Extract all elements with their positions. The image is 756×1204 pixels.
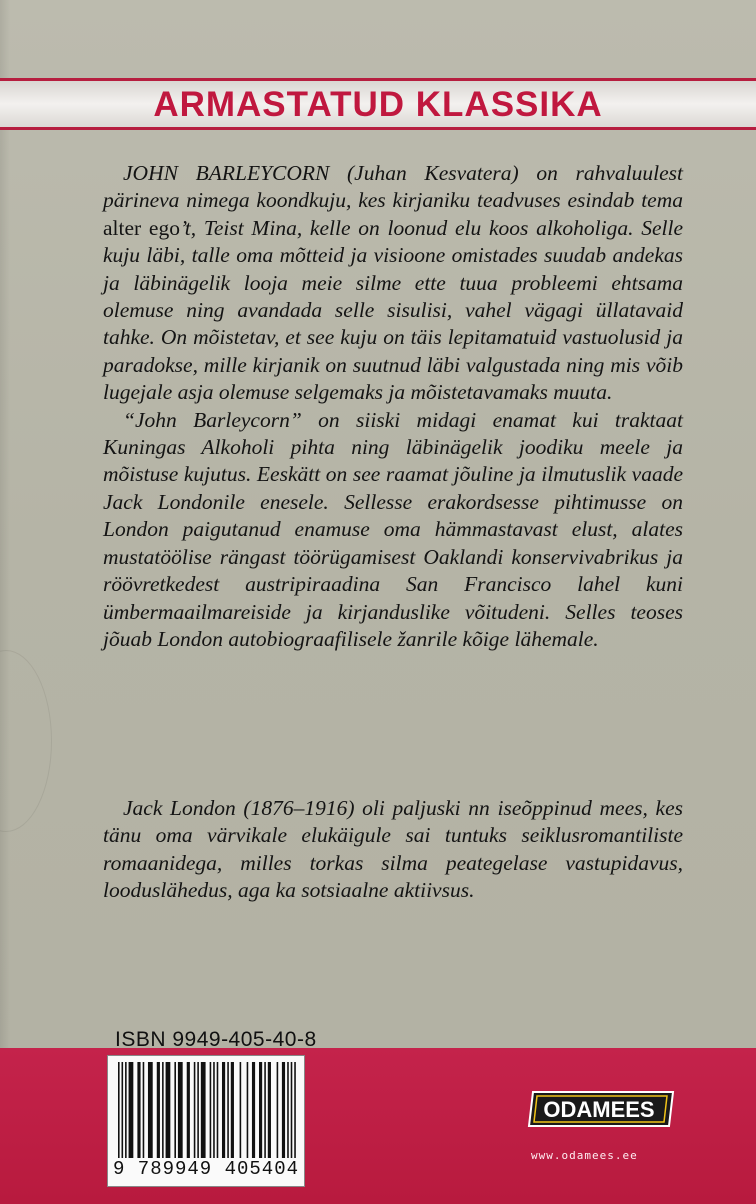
barcode-bar [252,1062,255,1158]
barcode-bar [277,1062,279,1158]
barcode-bar [174,1062,176,1158]
barcode-bars [118,1062,296,1158]
publisher-url: www.odamees.ee [531,1149,638,1162]
book-description [103,160,683,653]
description-paragraph-1 [103,160,683,407]
publisher-logo-text: ODAMEES [543,1097,655,1122]
description-p1-part2: ’t, Teist Mina, kelle on loonud elu koos alkoholiga. Selle kuju läbi, talle oma mõtteid ja visioone omistades suudab andekas ja läbinägelik looja meie silme ette tuua probleemi ehtsama olemuse ning avandada selle sisulisi, vahel vägagi üllatavaid tahke. On mõistetav, et see kuju on täis lepitamatuid vastuolusid ja paradokse, mille kirjanik on suutnud läbi valgustada ning mis võib lugejale asja olemuse selgemaks ja mõistetavamaks muuta. [103,215,683,405]
barcode-bar [210,1062,212,1158]
description-p1-alter-ego: alter ego [103,215,180,240]
author-bio-text: Jack London (1876–1916) oli paljuski nn iseõppinud mees, kes tänu oma värvikale elukäigule sai tuntuks seiklusromantiliste romaanidega, milles torkas silma peategelase vastupidavus, looduslähedus, aga ka sotsiaalne aktiivsus. [103,796,683,903]
barcode-bar [148,1062,153,1158]
barcode-bar [129,1062,134,1158]
barcode-bar [264,1062,266,1158]
barcode-bar [213,1062,215,1158]
isbn-label: ISBN 9949-405-40-8 [115,1028,317,1051]
barcode-bar [137,1062,140,1158]
barcode-bar [166,1062,171,1158]
series-banner [0,78,756,130]
barcode-bar [268,1062,271,1158]
barcode-bar [178,1062,183,1158]
barcode-bar [282,1062,285,1158]
barcode-bar [287,1062,289,1158]
barcode-bar [194,1062,196,1158]
barcode-bar [162,1062,164,1158]
author-bio [103,795,683,905]
barcode-bar [222,1062,225,1158]
spine-shadow [0,0,10,1204]
barcode-bar [259,1062,262,1158]
barcode-bar [143,1062,145,1158]
barcode-bar [201,1062,206,1158]
barcode-bar [217,1062,219,1158]
barcode-bar [227,1062,229,1158]
barcode-bar [247,1062,249,1158]
barcode-number: 9 789949 405404 [112,1158,300,1180]
barcode [107,1055,305,1187]
barcode-bar [291,1062,293,1158]
description-p1-part1: JOHN BARLEYCORN (Juhan Kesvatera) on rahvaluulest pärineva nimega koondkuju, kes kirjaniku teadvuses esindab tema [103,161,683,213]
barcode-bar [125,1062,127,1158]
barcode-bar [157,1062,160,1158]
barcode-bar [294,1062,296,1158]
barcode-bar [118,1062,120,1158]
description-paragraph-2: “John Barleycorn” on siiski midagi enamat kui traktaat Kuningas Alkoholi pihta ning läbinägelik joodiku meele ja mõistuse kujutus. Eeskätt on see raamat jõuline ja ilmutuslik vaade Jack Londonile enesele. Sellesse erakordsesse pihtimusse on London paigutanud enamuse oma hämmastavast elust, alates mustatöölise rängast töörügamisest Oaklandi konservivabrikus ja röövretkedest austripiraadina San Francisco lahel kuni ümbermaailmareiside ja kirjanduslike võitudeni. Selles teoses jõuab London autobiograafilisele žanrile kõige lähemale. [103,407,683,651]
barcode-bar [197,1062,199,1158]
barcode-bar [240,1062,242,1158]
barcode-bar [231,1062,234,1158]
barcode-bar [122,1062,124,1158]
series-title: ARMASTATUD KLASSIKA [153,85,603,124]
barcode-bar [187,1062,190,1158]
publisher-logo [527,1088,677,1132]
